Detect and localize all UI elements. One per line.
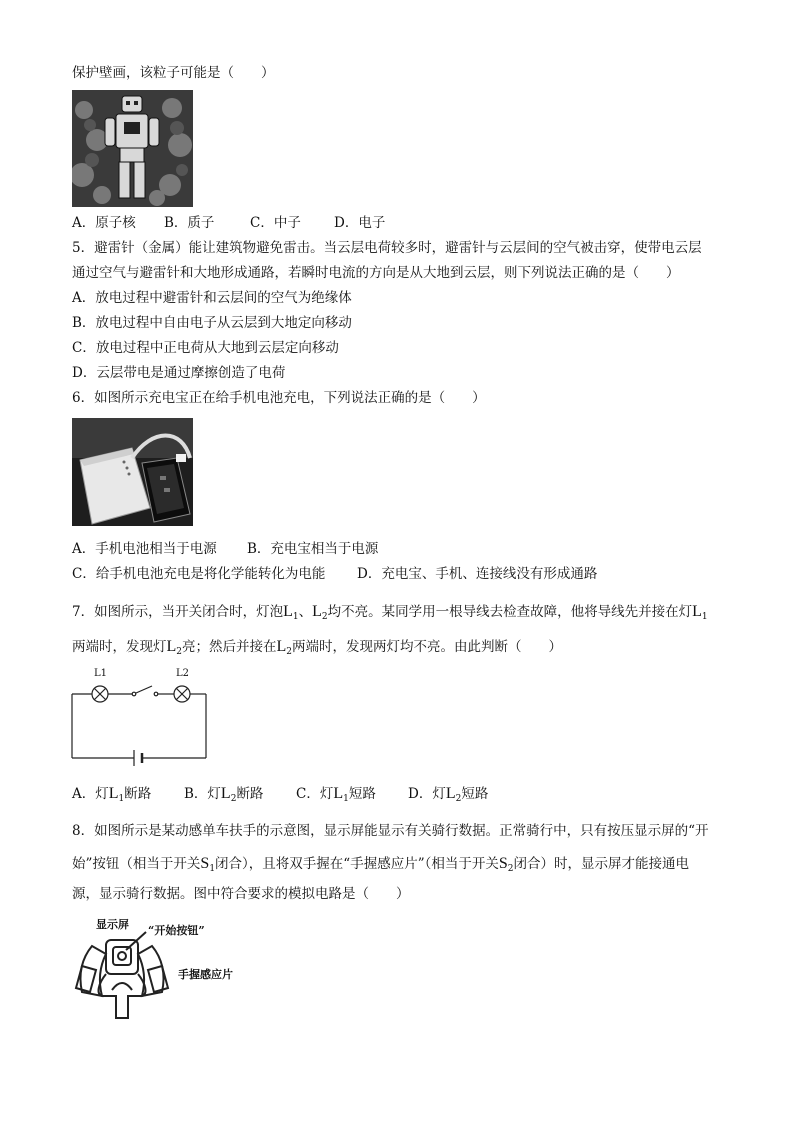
q7-circuit-diagram [66,668,216,768]
q5-option-a[interactable]: A．放电过程中避雷针和云层间的空气为绝缘体 [72,290,352,306]
q7-stem-line2: 两端时，发现灯$L_2$亮；然后并接在$L_2$两端时，发现两灯均不亮。由此判断（ ） [72,638,563,657]
q5-stem-line2: 通过空气与避雷针和大地形成通路，若瞬时电流的方向是从大地到云层，则下列说法正确的是（ ） [72,265,680,281]
q8-stem-line3: 源，显示骑行数据。图中符合要求的模拟电路是（ ） [72,886,410,902]
q5-option-b[interactable]: B．放电过程中自由电子从云层到大地定向移动 [72,315,352,331]
display-screen-label: 显示屏 [96,918,129,931]
lamp-l2-label: L2 [176,668,190,679]
q4-option-a[interactable]: A．原子核 [72,215,136,231]
lamp-l1-label: L1 [94,668,108,679]
q8-stem-line2: 始”按钮（相当于开关$S_1$闭合），且将双手握在“手握感应片”（相当于开关$S_2$闭合）时，显示屏才能接通电 [72,855,689,874]
q4-option-c[interactable]: C．中子 [250,215,301,231]
q7-option-b[interactable]: B．灯L2断路 [184,785,264,804]
q7-option-d[interactable]: D．灯L2短路 [408,785,489,804]
q5-option-d[interactable]: D．云层带电是通过摩擦创造了电荷 [72,365,286,381]
grip-sensor-label: 手握感应片 [178,968,233,981]
start-button-label: “开始按钮” [148,924,205,937]
q6-option-d[interactable]: D．充电宝、手机、连接线没有形成通路 [357,566,598,582]
q6-options-row1 [72,540,378,558]
q7-options [72,785,488,808]
q4-stem: 保护壁画，该粒子可能是（ ） [72,65,275,81]
q4-option-b[interactable]: B．质子 [164,215,215,231]
q5-stem-line1: 5．避雷针（金属）能让建筑物避免雷击。当云层电荷较多时，避雷针与云层间的空气被击穿，使带电云层 [72,240,702,256]
q4-option-d[interactable]: D．电子 [334,215,386,231]
q8-handlebar-diagram [72,914,252,1024]
mural-robot-image [72,90,193,207]
q8-stem-line1: 8．如图所示是某动感单车扶手的示意图，显示屏能显示有关骑行数据。正常骑行中，只有按压显示屏的“开 [72,823,709,839]
q6-option-b[interactable]: B．充电宝相当于电源 [247,541,379,557]
q6-option-a[interactable]: A．手机电池相当于电源 [72,541,217,557]
q7-option-a[interactable]: A．灯L1断路 [72,785,152,804]
q6-option-c[interactable]: C．给手机电池充电是将化学能转化为电能 [72,566,326,582]
q6-stem: 6．如图所示充电宝正在给手机电池充电，下列说法正确的是（ ） [72,390,486,406]
q7-stem-line1: 7．如图所示，当开关闭合时，灯泡$L_1$、$L_2$均不亮。某同学用一根导线去检查故障，他将导线先并接在灯$L_1$ [72,603,708,622]
q7-option-c[interactable]: C．灯L1短路 [296,785,376,804]
q4-options [72,214,385,232]
q6-options-row2 [72,565,597,583]
q5-option-c[interactable]: C．放电过程中正电荷从大地到云层定向移动 [72,340,339,356]
power-bank-phone-image [72,418,193,526]
